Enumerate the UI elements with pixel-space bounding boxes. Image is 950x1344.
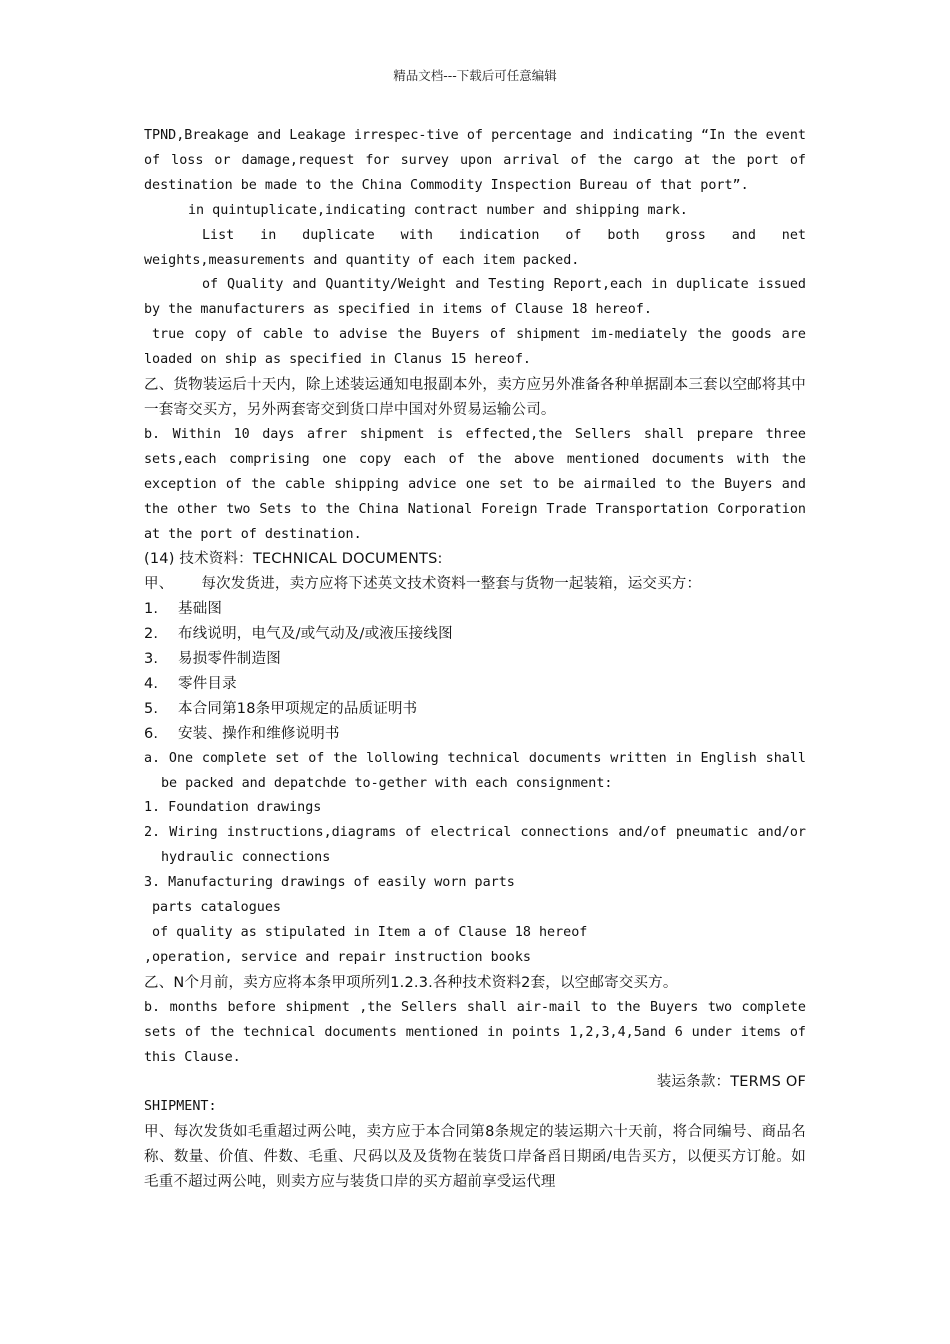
list-item: 3. 易损零件制造图 xyxy=(144,651,281,668)
page-header: 精品文档---下载后可任意编辑 xyxy=(393,68,557,83)
list-item: 5. 本合同第18条甲项规定的品质证明书 xyxy=(144,700,418,717)
list-item: 6. 安装、操作和维修说明书 xyxy=(144,725,340,742)
paragraph-cable-copy: true copy of cable to advise the Buyers of shipment im-mediately the goods are loaded on ship as specified in Clanus 15 hereof. xyxy=(144,327,806,368)
section-heading-technical-documents: (14) 技术资料：TECHNICAL DOCUMENTS: xyxy=(144,551,443,568)
paragraph-yi-n-zh: 乙、N个月前，卖方应将本条甲项所列1.2.3.各种技术资料2套，以空邮寄交买方。 xyxy=(144,974,678,991)
jia-label: 甲、 xyxy=(144,576,174,593)
paragraph-b-en: b. Within 10 days afrer shipment is effected,the Sellers shall prepare three sets,each comprising one copy each of the above mentioned documents with the exception of the cable shipping advice one set to be airmailed to the Buyers and the other two Sets to the China National Foreign Trade Transportation Corporation at the port of destination. xyxy=(144,426,806,542)
list-item: ,operation, service and repair instruction books xyxy=(144,949,531,965)
paragraph-quality-report: of Quality and Quantity/Weight and Testing Report,each in duplicate issued by the manufacturers as specified in items of Clause 18 hereof. xyxy=(144,277,806,318)
document-body xyxy=(144,124,806,1195)
list-item: 1. 基础图 xyxy=(144,601,223,618)
paragraph-jia-zh xyxy=(144,572,806,597)
jia-text: 每次发货进，卖方应将下述英文技术资料一整套与货物一起装箱，运交买方： xyxy=(201,576,702,593)
paragraph-a-en: a. One complete set of the lollowing technical documents written in English shall be packed and depatchde to-gether with each consignment: xyxy=(144,750,806,791)
paragraph-b-months-en: b. months before shipment ,the Sellers shall air-mail to the Buyers two complete sets of the technical documents mentioned in points 1,2,3,4,5and 6 under items of this Clause. xyxy=(144,999,806,1065)
paragraph-insurance: TPND,Breakage and Leakage irrespec-tive of percentage and indicating “In the event of loss or damage,request for survey upon arrival of the cargo at the port of destination be made to the China Commodity Inspection Bureau of that port”. xyxy=(144,128,806,193)
list-item: 1. Foundation drawings xyxy=(144,800,322,816)
paragraph-packing-list: List in duplicate with indication of both gross and net weights,measurements and quantity of each item packed. xyxy=(144,227,806,268)
list-item: 3. Manufacturing drawings of easily worn parts xyxy=(144,875,515,891)
list-item: 4. 零件目录 xyxy=(144,675,237,692)
zh-document-list xyxy=(144,597,806,746)
list-item: 2. 布线说明，电气及/或气动及/或液压接线图 xyxy=(144,626,453,643)
paragraph-yi-zh: 乙、货物装运后十天内，除上述装运通知电报副本外，卖方应另外准备各种单据副本三套以空邮将其中一套寄交买方，另外两套寄交到货口岸中国对外贸易运输公司。 xyxy=(144,377,806,418)
en-document-list xyxy=(144,796,806,970)
paragraph-invoice: in quintuplicate,indicating contract number and shipping mark. xyxy=(188,202,688,218)
paragraph-shipment-jia-zh: 甲、每次发货如毛重超过两公吨，卖方应于本合同第8条规定的装运期六十天前，将合同编号、商品名称、数量、价值、件数、毛重、尺码以及及货物在装货口岸备舀日期函/电告买方，以便买方订舱。如毛重不超过两公吨，则卖方应与装货口岸的买方超前享受运代理 xyxy=(144,1124,806,1191)
list-item: 2. Wiring instructions,diagrams of electrical connections and/of pneumatic and/or hydraulic connections xyxy=(144,825,806,866)
terms-of-shipment-heading-cont: SHIPMENT: xyxy=(144,1099,217,1115)
list-item: of quality as stipulated in Item a of Clause 18 hereof xyxy=(152,925,588,940)
list-item: parts catalogues xyxy=(152,900,281,916)
terms-of-shipment-heading: 装运条款：TERMS OF xyxy=(656,1074,806,1091)
